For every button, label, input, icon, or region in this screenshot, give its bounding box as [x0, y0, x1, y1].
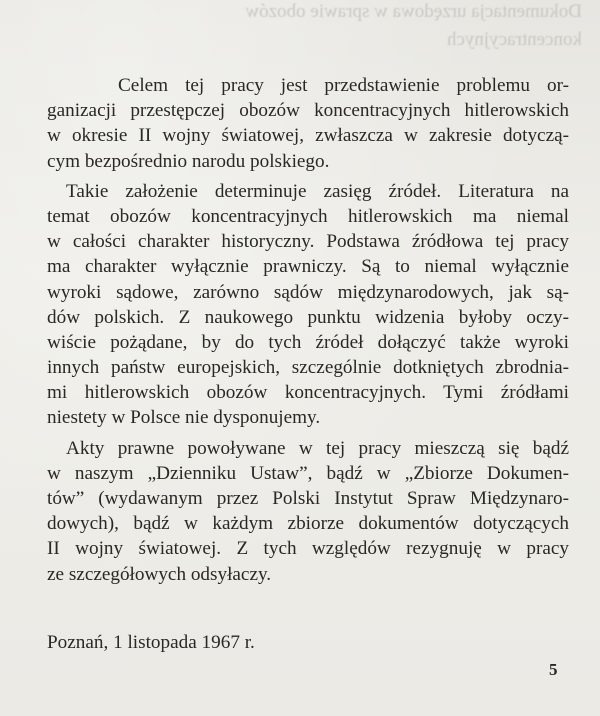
text-line: ze szczegółowych odsyłaczy.	[47, 563, 272, 585]
text-line: ganizacji przestępczej obozów koncentracyjnych hitlerowskich	[47, 100, 569, 122]
place-date-line: Poznań, 1 listopada 1967 r.	[47, 632, 255, 653]
text-line: wiście pożądane, by do tych źródeł dołączyć także wyroki	[47, 331, 569, 353]
page-number: 5	[549, 660, 558, 679]
paragraph-1	[47, 73, 569, 174]
text-line: Akty prawne powoływane w tej pracy mieszczą się bądź	[66, 437, 569, 459]
paragraph-3	[47, 436, 569, 587]
bleed-through-text	[112, 0, 582, 54]
text-line: dów polskich. Z naukowego punktu widzenia byłoby oczy-	[47, 306, 569, 328]
text-line: niestety w Polsce nie dysponujemy.	[47, 407, 321, 429]
paragraph-2	[47, 179, 569, 431]
text-line: w okresie II wojny światowej, zwłaszcza w zakresie dotyczą-	[47, 125, 569, 147]
text-line: tów” (wydawanym przez Polski Instytut Spraw Międzynaro-	[47, 488, 569, 509]
text-line: temat obozów koncentracyjnych hitlerowskich ma niemal	[47, 205, 569, 227]
text-line: innych państw europejskich, szczególnie dotkniętych zbrodnia-	[47, 357, 569, 379]
text-line: cym bezpośrednio narodu polskiego.	[47, 150, 330, 172]
text-line: Celem tej pracy jest przedstawienie problemu or-	[118, 75, 569, 96]
body-text	[47, 73, 569, 587]
text-line: II wojny światowej. Z tych względów rezygnuję w pracy	[47, 538, 569, 560]
text-line: w naszym „Dzienniku Ustaw”, bądź w „Zbiorze Dokumen-	[47, 462, 569, 484]
bleed-line-2: koncentracyjnych	[446, 29, 582, 50]
text-line: ma charakter wyłącznie prawniczy. Są to niemal wyłącznie	[47, 256, 569, 278]
bleed-line-1: Dokumentacja urzędowa w sprawie obozów	[245, 1, 582, 22]
text-line: wyroki sądowe, zarówno sądów międzynarodowych, jak są-	[47, 281, 569, 303]
text-line: w całości charakter historyczny. Podstawa źródłowa tej pracy	[47, 231, 569, 253]
text-line: Takie założenie determinuje zasięg źródeł. Literatura na	[66, 180, 569, 202]
text-line: dowych), bądź w każdym zbiorze dokumentów dotyczących	[47, 513, 569, 535]
text-line: mi hitlerowskich obozów koncentracyjnych. Tymi źródłami	[47, 382, 569, 404]
